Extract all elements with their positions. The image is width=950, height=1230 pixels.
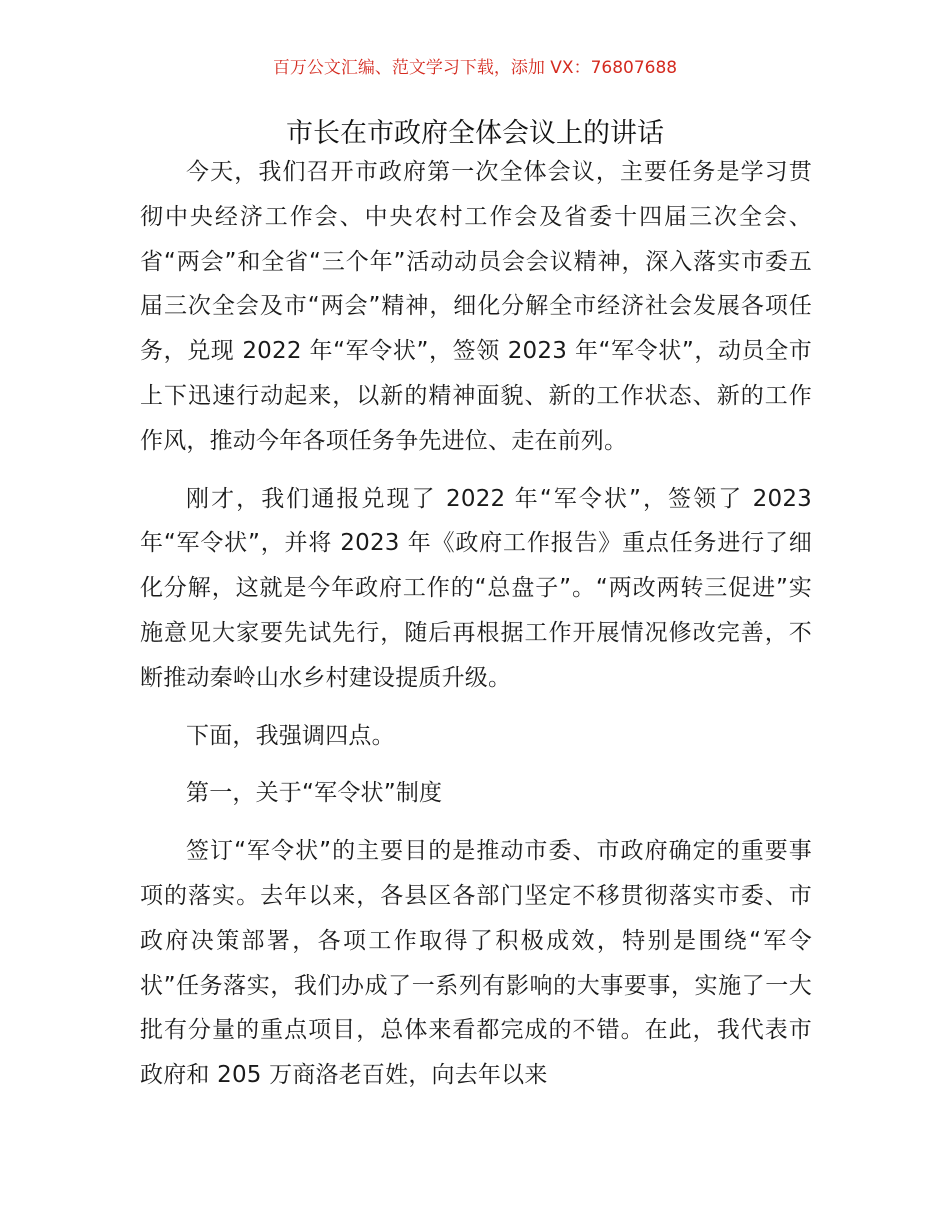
document-body xyxy=(140,150,812,1098)
paragraph-report: 刚才，我们通报兑现了 2022 年“军令状”，签领了 2023 年“军令状”，并将 2023 年《政府工作报告》重点任务进行了细化分解，这就是今年政府工作的“总盘子”。“两改两转三促进”实施意见大家要先试先行，随后再根据工作开展情况修改完善，不断推动秦岭山水乡村建设提质升级。 xyxy=(140,485,812,691)
header-watermark-note: 百万公文汇编、范文学习下载，添加 VX：76807688 xyxy=(272,58,678,78)
section-heading-first: 第一，关于“军令状”制度 xyxy=(186,780,443,807)
paragraph-four-points: 下面，我强调四点。 xyxy=(186,722,395,749)
paragraph-intro: 今天，我们召开市政府第一次全体会议，主要任务是学习贯彻中央经济工作会、中央农村工作会及省委十四届三次全会、省“两会”和全省“三个年”活动动员会会议精神，深入落实市委五届三次全会及市“两会”精神，细化分解全市经济社会发展各项任务，兑现 2022 年“军令状”，签领 2023 年“军令状”，动员全市上下迅速行动起来，以新的精神面貌、新的工作状态、新的工作作风，推动今年各项任务争先进位、走在前列。 xyxy=(140,159,812,454)
paragraph-military-order: 签订“军令状”的主要目的是推动市委、市政府确定的重要事项的落实。去年以来，各县区各部门坚定不移贯彻落实市委、市政府决策部署，各项工作取得了积极成效，特别是围绕“军令状”任务落实，我们办成了一系列有影响的大事要事，实施了一大批有分量的重点项目，总体来看都完成的不错。在此，我代表市政府和 205 万商洛老百姓，向去年以来 xyxy=(140,838,812,1089)
page-title: 市长在市政府全体会议上的讲话 xyxy=(286,118,664,149)
